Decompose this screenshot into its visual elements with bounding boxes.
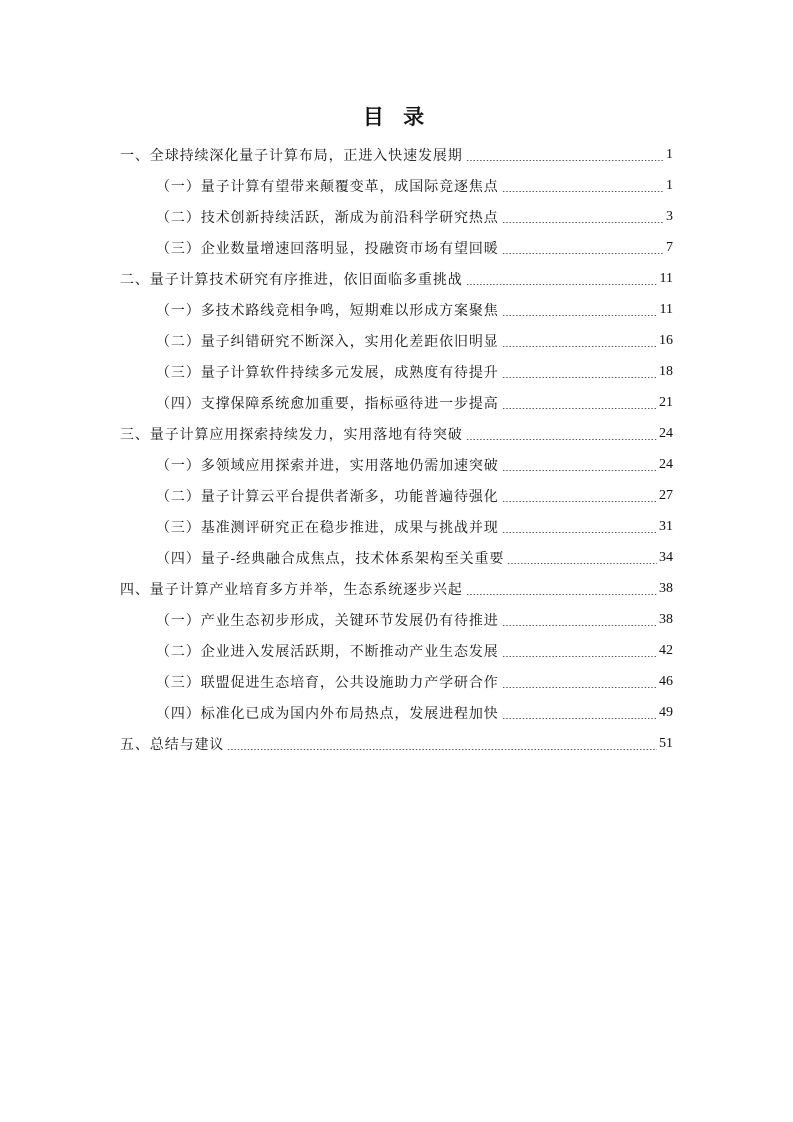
- dot-leader: [502, 315, 658, 316]
- toc-entry-text: （二）技术创新持续活跃，渐成为前沿科学研究热点: [156, 210, 499, 226]
- toc-page-number: 16: [659, 333, 673, 348]
- dot-leader: [502, 470, 657, 471]
- dot-leader: [502, 191, 664, 192]
- toc-page-number: 24: [659, 426, 673, 441]
- toc-page-number: 31: [659, 519, 673, 534]
- toc-entry-text: 五、总结与建议: [120, 737, 225, 753]
- dot-leader: [502, 377, 657, 378]
- toc-entry-text: （三）联盟促进生态培育，公共设施助力产学研合作: [156, 675, 499, 691]
- toc-entry[interactable]: [120, 140, 673, 170]
- toc-entry[interactable]: [156, 636, 673, 666]
- toc-page-number: 42: [659, 643, 673, 658]
- toc-page-number: 3: [666, 209, 673, 224]
- toc-entry-text: （一）多领域应用探索并进，实用落地仍需加速突破: [156, 458, 499, 474]
- dot-leader: [466, 284, 658, 285]
- toc-page-number: 46: [659, 674, 673, 689]
- toc-page-number: 1: [666, 147, 673, 162]
- toc-entry-text: （三）企业数量增速回落明显，投融资市场有望回暖: [156, 241, 499, 257]
- page-title: 目 录: [362, 105, 431, 129]
- toc-page-number: 7: [666, 240, 673, 255]
- toc-entry[interactable]: [156, 450, 673, 480]
- toc-page-number: 38: [659, 612, 673, 627]
- dot-leader: [502, 656, 657, 657]
- toc-page-number: 21: [659, 395, 673, 410]
- dot-leader: [502, 532, 657, 533]
- toc-entry[interactable]: [156, 667, 673, 697]
- dot-leader: [507, 563, 657, 564]
- toc-page-number: 49: [659, 705, 673, 720]
- toc-entry-text: 四、量子计算产业培育多方并举，生态系统逐步兴起: [120, 582, 463, 598]
- dot-leader: [502, 501, 657, 502]
- toc-entry-text: （二）量子纠错研究不断深入，实用化差距依旧明显: [156, 334, 499, 350]
- dot-leader: [466, 160, 664, 161]
- toc-page-number: 11: [659, 302, 673, 317]
- toc-page-number: 24: [659, 457, 673, 472]
- toc-entry-text: （二）企业进入发展活跃期，不断推动产业生态发展: [156, 644, 499, 660]
- toc-entry-text: 一、全球持续深化量子计算布局，正进入快速发展期: [120, 148, 463, 164]
- toc-page-number: 11: [659, 271, 673, 286]
- toc-entry[interactable]: [120, 729, 673, 759]
- toc-entry[interactable]: [120, 419, 673, 449]
- toc-entry-text: （三）量子计算软件持续多元发展，成熟度有待提升: [156, 365, 499, 381]
- toc-page-number: 27: [659, 488, 673, 503]
- dot-leader: [502, 253, 664, 254]
- toc-entry[interactable]: [120, 574, 673, 604]
- toc-entry-text: 三、量子计算应用探索持续发力，实用落地有待突破: [120, 427, 463, 443]
- toc-entry[interactable]: [156, 543, 673, 573]
- toc-entry-text: （四）标准化已成为国内外布局热点，发展进程加快: [156, 706, 499, 722]
- toc-page-number: 51: [659, 736, 673, 751]
- dot-leader: [502, 687, 657, 688]
- toc-page-number: 18: [659, 364, 673, 379]
- toc-entry[interactable]: [156, 295, 673, 325]
- toc-page-number: 34: [659, 550, 673, 565]
- toc-entry[interactable]: [156, 698, 673, 728]
- toc-page-number: 1: [666, 178, 673, 193]
- toc-entry[interactable]: [156, 171, 673, 201]
- toc-entry-text: 二、量子计算技术研究有序推进，依旧面临多重挑战: [120, 272, 463, 288]
- toc-entry-text: （三）基准测评研究正在稳步推进，成果与挑战并现: [156, 520, 499, 536]
- toc-entry-text: （四）量子-经典融合成焦点，技术体系架构至关重要: [156, 551, 505, 567]
- dot-leader: [502, 222, 664, 223]
- toc-entry[interactable]: [120, 264, 673, 294]
- toc-entry[interactable]: [156, 481, 673, 511]
- toc-page-number: 38: [659, 581, 673, 596]
- toc-entry[interactable]: [156, 233, 673, 263]
- toc-entry[interactable]: [156, 605, 673, 635]
- dot-leader: [502, 408, 657, 409]
- dot-leader: [502, 718, 657, 719]
- toc-entry-text: （一）产业生态初步形成，关键环节发展仍有待推进: [156, 613, 499, 629]
- dot-leader: [466, 439, 657, 440]
- toc-entry-text: （一）多技术路线竞相争鸣，短期难以形成方案聚焦: [156, 303, 499, 319]
- toc-entry-text: （一）量子计算有望带来颠覆变革，成国际竞逐焦点: [156, 179, 499, 195]
- dot-leader: [466, 594, 657, 595]
- toc-entry[interactable]: [156, 388, 673, 418]
- toc-entry[interactable]: [156, 512, 673, 542]
- toc-entry[interactable]: [156, 326, 673, 356]
- dot-leader: [502, 346, 657, 347]
- toc-entry[interactable]: [156, 357, 673, 387]
- dot-leader: [502, 625, 657, 626]
- toc-entry[interactable]: [156, 202, 673, 232]
- toc-entry-text: （二）量子计算云平台提供者渐多，功能普遍待强化: [156, 489, 499, 505]
- toc-entry-text: （四）支撑保障系统愈加重要，指标亟待进一步提高: [156, 396, 499, 412]
- dot-leader: [227, 749, 657, 750]
